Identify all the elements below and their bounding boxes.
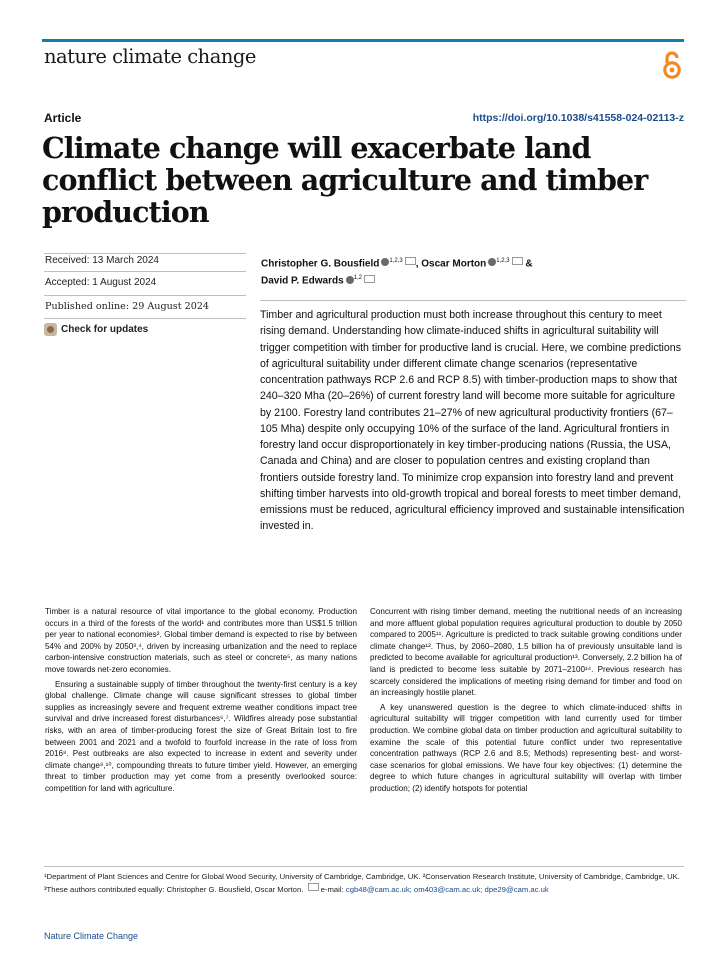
check-for-updates-label: Check for updates bbox=[61, 324, 149, 335]
author-affiliation: 1,2,3 bbox=[389, 258, 403, 264]
email-links[interactable]: cgb48@cam.ac.uk; om403@cam.ac.uk; dpe29@cam.ac.uk bbox=[345, 884, 549, 894]
body-paragraph: Timber is a natural resource of vital importance to the global economy. Production occurs in a third of the forests of the world¹ and contributes more than US$1.5 trillion per year to national economies². Global timber demand is expected to rise by between 54% and 200% by 2050³,⁴, driven by increasing urbanization and the need to replace carbon-intensive construction materials, such as steel or concrete⁵, as many nations move towards net-zero economies. bbox=[45, 607, 357, 674]
received-date: Received: 13 March 2024 bbox=[45, 255, 159, 266]
email-label: e-mail: bbox=[320, 884, 344, 894]
email-icon[interactable] bbox=[405, 257, 416, 265]
affiliation-footnotes bbox=[44, 871, 684, 895]
email-icon[interactable] bbox=[512, 257, 523, 265]
open-access-lock-icon[interactable] bbox=[660, 50, 684, 80]
author-list: Christopher G. Bousfield $^{1,2,3}$ , Oscar Morton $^{1,2,3}$ & David P. Edwards $^{1,2}$ bbox=[261, 258, 533, 287]
author-name[interactable]: Oscar Morton bbox=[421, 258, 487, 270]
body-column-right bbox=[370, 606, 682, 798]
author-name[interactable]: Christopher G. Bousfield bbox=[261, 258, 380, 270]
affiliation-text: ¹Department of Plant Sciences and Centre for Global Wood Security, University of Cambridge, Cambridge, UK. ²Conservation Research Institute, University of Cambridge, Cambridge, UK. ³These authors contributed equally: Christopher G. Bousfield, Oscar Morton. bbox=[44, 872, 680, 894]
body-column-left bbox=[45, 606, 357, 798]
doi-link[interactable]: https://doi.org/10.1038/s41558-024-02113-z bbox=[472, 112, 684, 124]
author-ampersand: & bbox=[525, 258, 533, 270]
email-icon[interactable] bbox=[364, 275, 375, 283]
body-paragraph: Concurrent with rising timber demand, meeting the nutritional needs of an increasing and more affluent global population requires agricultural production to double by 2050 compared to 2005¹¹. Agriculture is predicted to track suitable growing conditions under climate change¹². Thus, by 2060–2080, 1.5 billion ha of previously unsuitable land is predicted to become available for agricultural production¹³. Conversely, 2.2 billion ha of land is predicted to become less suitable by 2071–2100¹⁴. Previous research has scarcely considered the implications of meeting rising demand for timber and food on an increasingly hostile planet. bbox=[370, 607, 682, 698]
check-for-updates-icon bbox=[44, 323, 57, 336]
meta-divider bbox=[44, 271, 246, 272]
published-date: Published online: 29 August 2024 bbox=[45, 301, 210, 312]
article-type-label: Article bbox=[44, 111, 82, 125]
article-title: Climate change will exacerbate land conflict between agriculture and timber production bbox=[42, 131, 648, 229]
meta-divider bbox=[44, 253, 246, 254]
abstract: Timber and agricultural production must both increase throughout this century to meet rising demand. Understanding how climate-induced shifts in agricultural suitability will trigger competition with timber for productive land is crucial. Here, we combine predictions of agricultural suitability under different climate change scenarios (representative concentration pathways RCP 2.6 and RCP 8.5) with timber-production maps to show that 240–320 Mha (20–26%) of current forestry land will become more suitable for agriculture by 2100. Forestry land contributes 21–27% of new agricultural productivity frontiers (67–105 Mha) despite only occupying 10% of the surface of the land. Agricultural frontiers in forestry land occur disproportionately in key timber-producing nations (Russia, the USA, Canada and China) and are closer to population centres and existing cropland than frontiers outside forestry land. To minimize crop expansion into forestry land and prevent shifting timber harvests into old-growth tropical and boreal forests to meet timber demand, emissions must be reduced, agricultural efficiency improved and sustainable intensification invested in. bbox=[260, 309, 685, 533]
meta-divider bbox=[44, 295, 246, 296]
body-paragraph: A key unanswered question is the degree to which climate-induced shifts in agricultural suitability will trigger competition with land currently used for timber production. We combine global data on timber production and agricultural suitability to examine the scale of this potential future conflict under two representative concentration pathways (RCP 2.6 and 8.5; Methods) representing best- and worst-case scenarios for global emissions. We have four key objectives: (1) determine the degree to which future changes in agricultural suitability will overlap with timber production; (2) identify hotspots for potential bbox=[370, 702, 682, 793]
abstract-divider bbox=[260, 300, 686, 301]
accepted-date: Accepted: 1 August 2024 bbox=[45, 277, 157, 288]
footnote-divider bbox=[44, 866, 684, 867]
email-icon bbox=[308, 883, 319, 891]
footer-journal-name[interactable]: Nature Climate Change bbox=[44, 931, 139, 941]
orcid-icon[interactable] bbox=[346, 276, 354, 284]
journal-accent-bar bbox=[42, 39, 684, 42]
author-affiliation: 1,2,3 bbox=[496, 258, 510, 264]
meta-divider bbox=[44, 318, 246, 319]
author-name[interactable]: David P. Edwards bbox=[261, 275, 344, 287]
check-for-updates-button[interactable] bbox=[44, 323, 148, 336]
author-affiliation: 1,2 bbox=[353, 275, 362, 282]
journal-name: nature climate change bbox=[44, 45, 256, 68]
body-paragraph: Ensuring a sustainable supply of timber throughout the twenty-first century is a key global challenge. Climate change will cause significant stresses to global timber supplies as increasingly severe and frequent extreme weather conditions impact tree survival and drive increased forest disturbances⁶,⁷. Wildfires already pose substantial risks, with an area of timber-producing forest the size of Great Britain lost to fire between 2001 and 2021 and a twofold to fourfold increase in the rate of loss from 2016⁸. Pest outbreaks are also expected to increase in extent and severity under climate change⁹,¹⁰, compounding threats to future timber yield. However, an emerging threat to timber production may yet come from a presently overlooked source: competition for land with agriculture. bbox=[45, 679, 357, 793]
